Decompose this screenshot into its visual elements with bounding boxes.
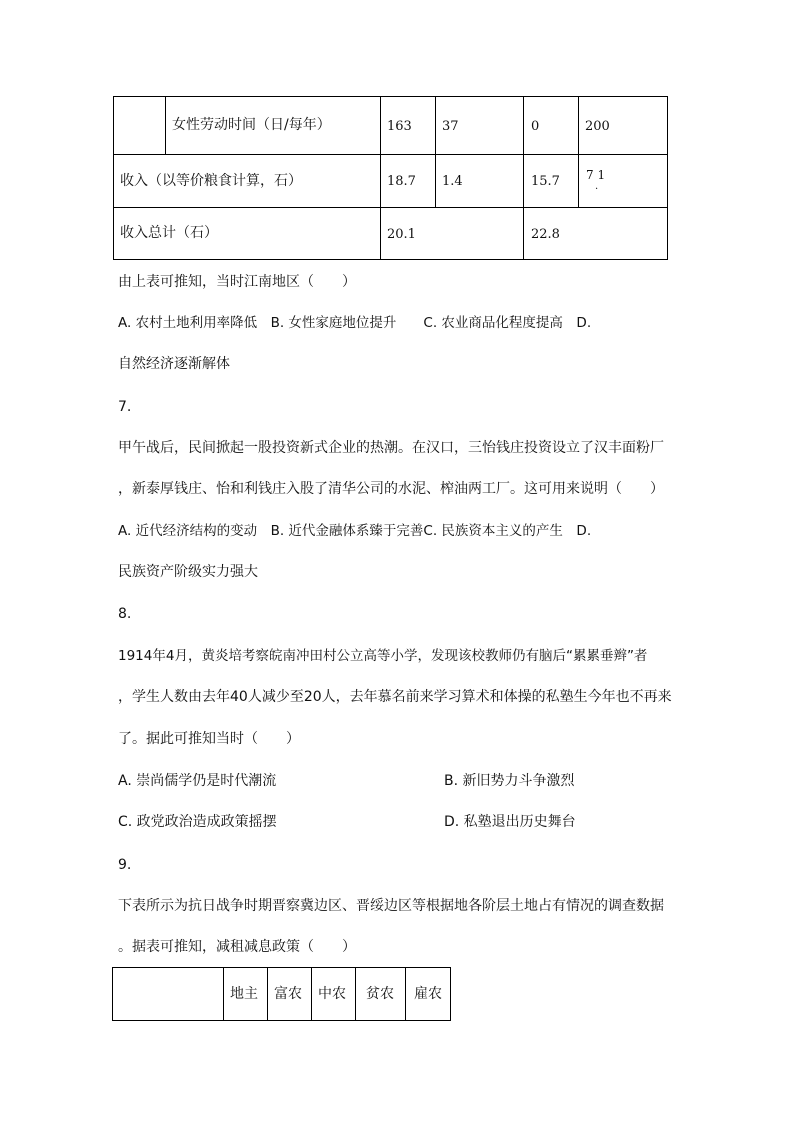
question-9-stem-line: 。据表可推知，减租减息政策（ ）: [118, 939, 356, 955]
question-8-stem-line: 了。据此可推知当时（ ）: [118, 731, 300, 747]
row-label-total-income: 收入总计（石）: [120, 225, 218, 241]
table-border: [578, 96, 579, 207]
table-cell: 22.8: [531, 227, 560, 242]
table-border: [435, 96, 436, 207]
column-header-hired-laborer: 雇农: [414, 986, 442, 1002]
question-6-option-d: 自然经济逐渐解体: [118, 356, 230, 372]
table-cell: 7 1: [586, 168, 606, 182]
table-border: [311, 967, 312, 1021]
question-8-stem-line: ，学生人数由去年40人减少至20人，去年慕名前来学习算术和体操的私塾生今年也不再来: [118, 689, 672, 705]
table-cell: 37: [442, 119, 459, 134]
table-border: [267, 967, 268, 1021]
column-header-landlord: 地主: [230, 986, 258, 1002]
table-cell: 1.4: [442, 174, 463, 189]
table-border: [112, 1020, 451, 1021]
table-cell: 200: [585, 119, 610, 134]
row-label-female-labor: 女性劳动时间（日/每年）: [172, 117, 331, 133]
question-7-number: 7.: [118, 399, 132, 415]
table-cell: 0: [531, 119, 540, 134]
column-header-poor-peasant: 贫农: [366, 986, 394, 1002]
table-border: [113, 154, 668, 155]
table-border: [523, 96, 524, 260]
question-7-stem-line: 甲午战后，民间掀起一股投资新式企业的热潮。在汉口，三怡钱庄投资设立了汉丰面粉厂: [118, 440, 664, 456]
table-border: [380, 96, 381, 260]
table-border: [165, 96, 166, 154]
table-cell: 20.1: [387, 227, 416, 242]
question-8-option-b: B. 新旧势力斗争激烈: [444, 773, 575, 789]
table-border: [450, 967, 451, 1021]
row-label-income: 收入（以等价粮食计算，石）: [120, 173, 302, 189]
table-border: [355, 967, 356, 1021]
table-cell-mark: .: [595, 181, 599, 192]
question-7-stem-line: ，新泰厚钱庄、怡和利钱庄入股了清华公司的水泥、榨油两工厂。这可用来说明（ ）: [118, 481, 664, 497]
table-border: [112, 967, 451, 968]
question-8-stem-line: 1914年4月，黄炎培考察皖南冲田村公立高等小学，发现该校教师仍有脑后“累累垂辫”者: [118, 648, 648, 664]
table-border: [667, 96, 668, 260]
table-border: [112, 967, 113, 1021]
question-8-option-c: C. 政党政治造成政策摇摆: [118, 814, 277, 830]
question-8-option-a: A. 崇尚儒学仍是时代潮流: [118, 773, 277, 789]
question-9-stem-line: 下表所示为抗日战争时期晋察冀边区、晋绥边区等根据地各阶层土地占有情况的调查数据: [118, 898, 664, 914]
table-cell: 18.7: [387, 174, 416, 189]
question-6-stem: 由上表可推知，当时江南地区（ ）: [118, 274, 356, 290]
table-border: [223, 967, 224, 1021]
table-cell: 15.7: [531, 174, 560, 189]
column-header-middle-peasant: 中农: [318, 986, 346, 1002]
table-border: [113, 259, 668, 260]
table-border: [405, 967, 406, 1021]
land-ownership-table: [112, 967, 451, 1021]
income-table: [113, 96, 668, 260]
table-cell: 163: [387, 119, 412, 134]
table-border: [113, 96, 114, 260]
question-8-option-d: D. 私塾退出历史舞台: [444, 814, 576, 830]
column-header-rich-peasant: 富农: [274, 986, 302, 1002]
table-border: [113, 207, 668, 208]
question-7-option-d: 民族资产阶级实力强大: [118, 564, 258, 580]
question-6-options: A. 农村土地利用率降低 B. 女性家庭地位提升 C. 农业商品化程度提高 D.: [118, 315, 592, 331]
question-9-number: 9.: [118, 857, 132, 873]
table-border: [113, 96, 668, 97]
question-8-number: 8.: [118, 606, 132, 622]
question-7-options: A. 近代经济结构的变动 B. 近代金融体系臻于完善C. 民族资本主义的产生 D.: [118, 523, 592, 539]
